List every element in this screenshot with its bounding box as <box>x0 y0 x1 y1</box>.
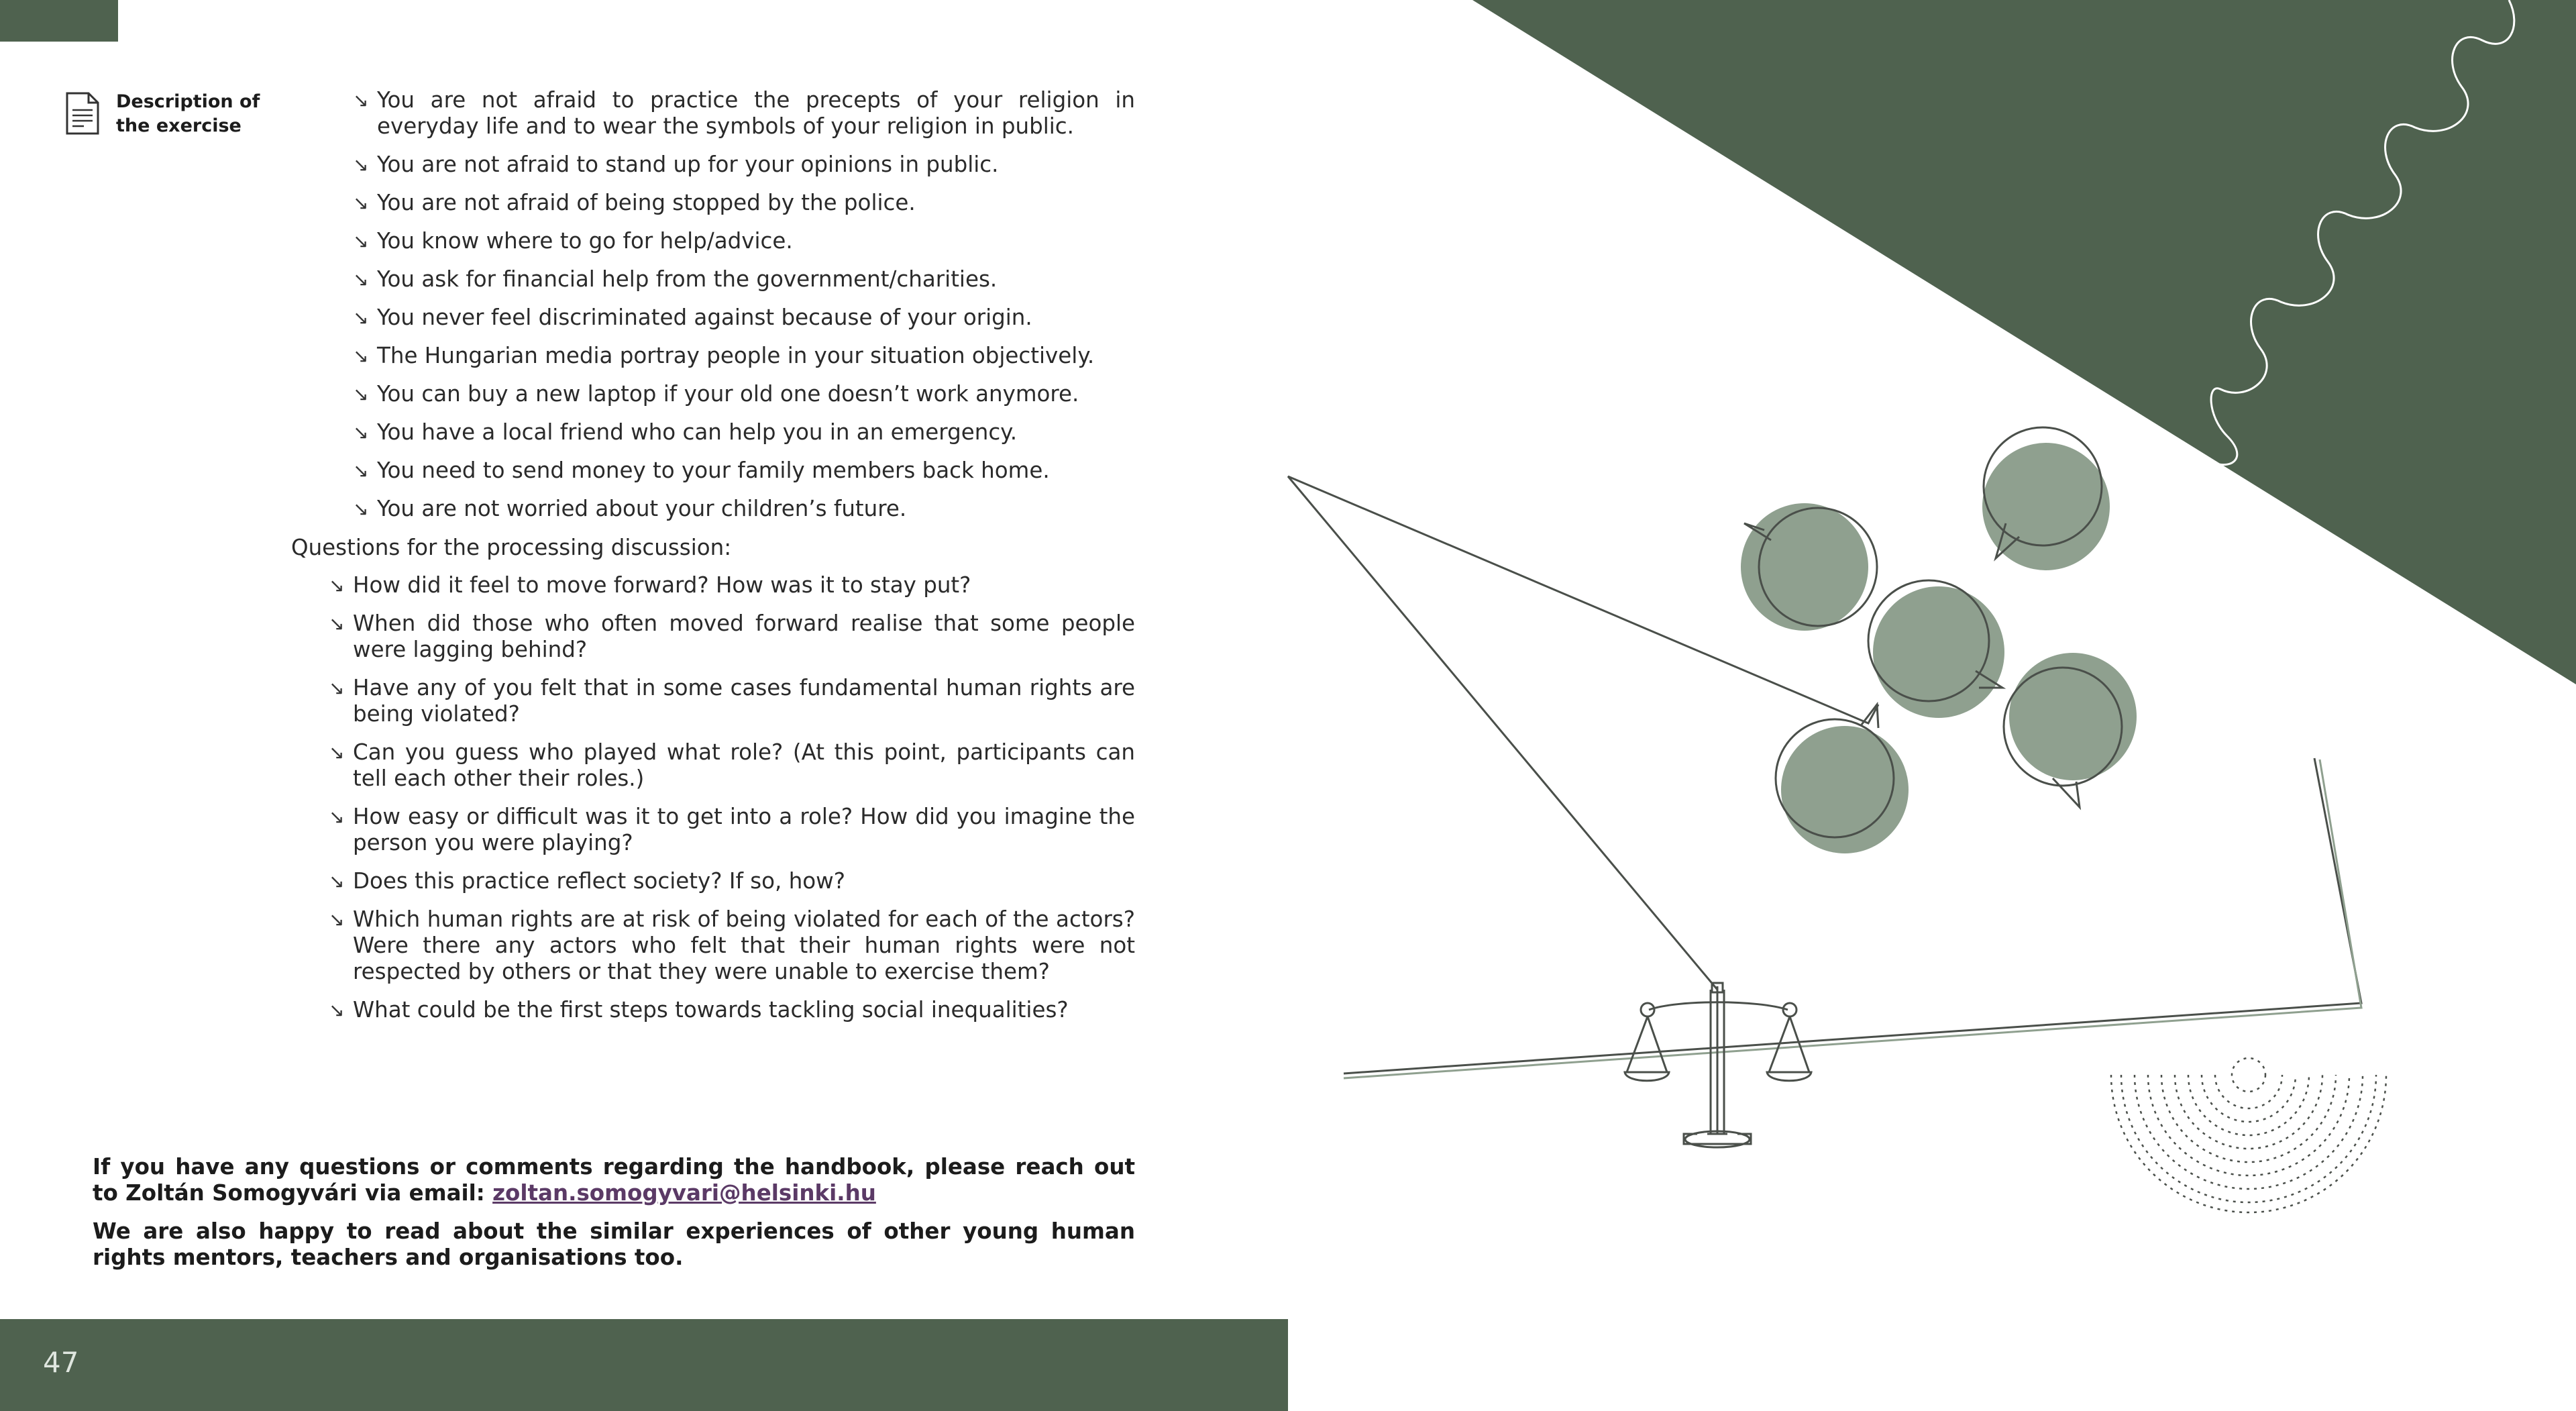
email-link[interactable]: zoltan.somogyvari@helsinki.hu <box>492 1180 876 1206</box>
green-diagonal-shape <box>1472 0 2576 684</box>
arrow-bullet-icon: ↘ <box>353 307 369 329</box>
statement-item-text: You know where to go for help/advice. <box>377 228 793 254</box>
parliament-icon <box>2111 1058 2386 1212</box>
statement-item <box>353 458 1135 484</box>
footer-bar <box>0 1319 1288 1411</box>
statement-item-text: You are not afraid to stand up for your opinions in public. <box>377 152 999 177</box>
statement-item-text: You need to send money to your family members back home. <box>377 458 1050 483</box>
arrow-bullet-icon: ↘ <box>353 154 369 176</box>
arrow-bullet-icon: ↘ <box>329 677 345 699</box>
question-item-text: Have any of you felt that in some cases fundamental human rights are being violated? <box>353 675 1135 727</box>
arrow-bullet-icon: ↘ <box>353 192 369 214</box>
contact-block <box>93 1154 1135 1283</box>
exercise-description-label: Description of the exercise <box>116 91 260 136</box>
questions-heading: Questions for the processing discussion: <box>291 535 732 560</box>
statement-item <box>353 152 1135 178</box>
statement-item-text: You are not worried about your children’s future. <box>377 496 907 521</box>
statement-item <box>353 266 1135 293</box>
statement-item <box>353 190 1135 216</box>
question-item-text: When did those who often moved forward realise that some people were lagging behind? <box>353 611 1135 662</box>
statement-item-text: You are not afraid of being stopped by the police. <box>377 190 916 215</box>
speech-bubble-2 <box>1982 427 2110 570</box>
arrow-bullet-icon: ↘ <box>329 613 345 635</box>
statement-item <box>353 381 1135 407</box>
statement-item-text: You never feel discriminated against because of your origin. <box>377 305 1032 330</box>
question-item-text: What could be the first steps towards tackling social inequalities? <box>353 997 1069 1023</box>
question-item-text: Does this practice reflect society? If so, how? <box>353 868 846 894</box>
statement-item <box>353 343 1135 369</box>
arrow-bullet-icon: ↘ <box>329 806 345 828</box>
arrow-bullet-icon: ↘ <box>353 421 369 443</box>
statement-item-text: You are not afraid to practice the precepts of your religion in everyday life and to wear the symbols of your religion in public. <box>377 87 1135 139</box>
statement-item <box>353 496 1135 522</box>
statement-item-text: The Hungarian media portray people in your situation objectively. <box>377 343 1095 368</box>
statement-item <box>353 87 1135 140</box>
arrow-bullet-icon: ↘ <box>329 999 345 1021</box>
contact-paragraph <box>93 1154 1135 1206</box>
arrow-bullet-icon: ↘ <box>353 498 369 520</box>
contact-text: If you have any questions or comments regarding the handbook, please reach out to Zoltán Somogyvári via email: <box>93 1154 1135 1206</box>
arrow-bullet-icon: ↘ <box>329 870 345 892</box>
question-item-text: How did it feel to move forward? How was it to stay put? <box>353 572 971 598</box>
question-item <box>329 997 1135 1023</box>
document-icon <box>65 91 100 136</box>
question-item <box>329 739 1135 792</box>
arrow-bullet-icon: ↘ <box>353 345 369 367</box>
question-item-text: Can you guess who played what role? (At this point, participants can tell each other their roles.) <box>353 739 1135 791</box>
question-item <box>329 804 1135 856</box>
arrow-bullet-icon: ↘ <box>329 574 345 596</box>
questions-list <box>329 572 1135 1035</box>
speech-bubble-1 <box>1741 503 1877 631</box>
arrow-bullet-icon: ↘ <box>353 460 369 482</box>
statements-list <box>353 87 1135 534</box>
arrow-bullet-icon: ↘ <box>353 268 369 291</box>
arrow-bullet-icon: ↘ <box>353 89 369 111</box>
statement-item-text: You have a local friend who can help you in an emergency. <box>377 419 1018 445</box>
question-item <box>329 906 1135 985</box>
question-item <box>329 611 1135 663</box>
statement-item-text: You ask for financial help from the government/charities. <box>377 266 998 292</box>
question-item <box>329 868 1135 894</box>
question-item-text: How easy or difficult was it to get into a role? How did you imagine the person you were playing? <box>353 804 1135 855</box>
page-number: 47 <box>43 1346 79 1379</box>
arrow-bullet-icon: ↘ <box>329 908 345 931</box>
arrow-bullet-icon: ↘ <box>353 383 369 405</box>
speech-bubble-5 <box>1776 704 1909 853</box>
question-item <box>329 572 1135 598</box>
arrow-bullet-icon: ↘ <box>353 230 369 252</box>
statement-item <box>353 419 1135 446</box>
question-item <box>329 675 1135 727</box>
question-item-text: Which human rights are at risk of being violated for each of the actors? Were there any actors who felt that their human rights were not respected by others or that they were unable to exercise them? <box>353 906 1135 984</box>
statement-item <box>353 305 1135 331</box>
speech-bubble-3 <box>1868 580 2004 718</box>
statement-item-text: You can buy a new laptop if your old one doesn’t work anymore. <box>377 381 1079 407</box>
scales-icon <box>1625 983 1811 1147</box>
experiences-paragraph: We are also happy to read about the similar experiences of other young human rights mentors, teachers and organisations too. <box>93 1218 1135 1270</box>
speech-bubble-4 <box>2004 653 2137 807</box>
arrow-bullet-icon: ↘ <box>329 741 345 764</box>
statement-item <box>353 228 1135 254</box>
